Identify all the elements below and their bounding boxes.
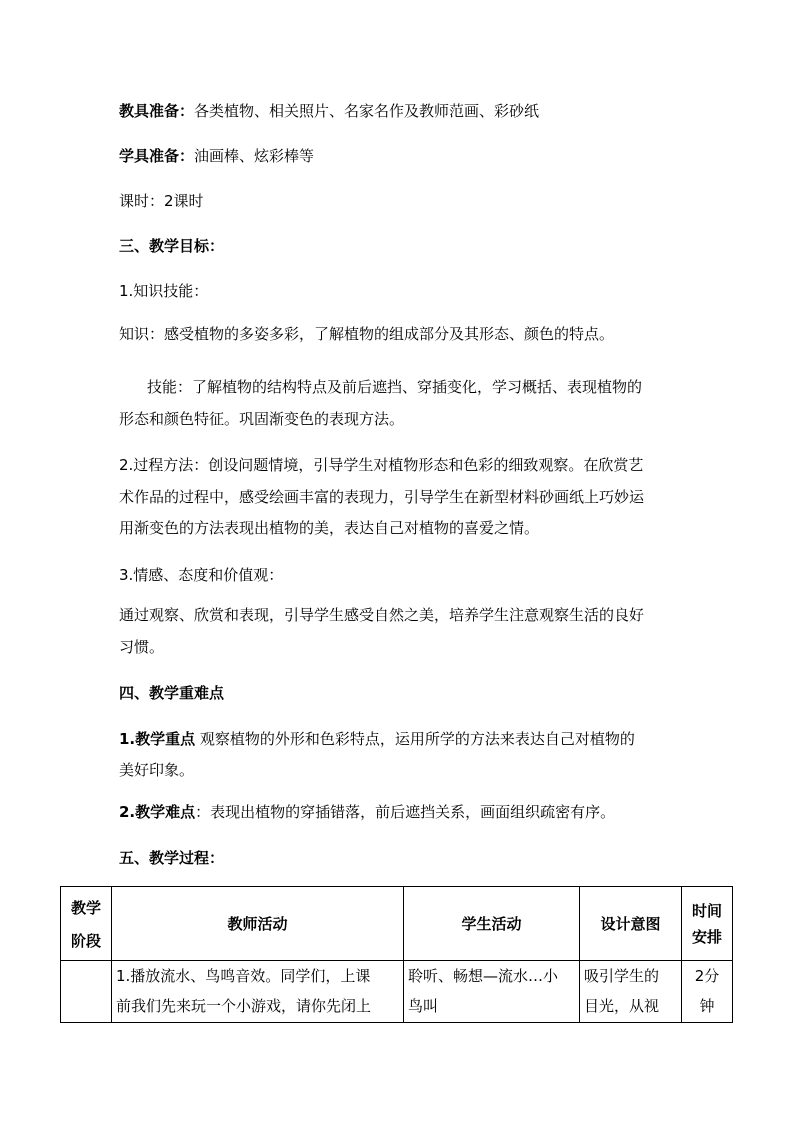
student-tools-line bbox=[119, 146, 314, 166]
emotion-text-line1: 通过观察、欣赏和表现，引导学生感受自然之美，培养学生注意观察生活的良好 bbox=[119, 606, 645, 624]
row1-time-line2: 钟 bbox=[699, 997, 715, 1015]
header-intent: 设计意图 bbox=[580, 887, 682, 961]
header-time-line1: 时间 bbox=[691, 901, 722, 920]
header-stage-line2: 阶段 bbox=[70, 931, 101, 950]
header-time-line2: 安排 bbox=[691, 927, 722, 946]
knowledge-skill-title: 1.知识技能： bbox=[119, 282, 209, 300]
process-heading: 五、教学过程： bbox=[119, 849, 225, 867]
difficulties-heading: 四、教学重难点 bbox=[119, 684, 225, 702]
teaching-tools-label: 教具准备： bbox=[119, 102, 195, 120]
teaching-tools-text: 各类植物、相关照片、名家名作及教师范画、彩砂纸 bbox=[194, 102, 540, 120]
row1-stage bbox=[61, 961, 112, 1023]
skill-text-line2: 形态和颜色特征。巩固渐变色的表现方法。 bbox=[119, 410, 405, 428]
process-method-line3: 用渐变色的方法表现出植物的美，表达自己对植物的喜爱之情。 bbox=[119, 519, 540, 537]
row1-intent-text bbox=[580, 961, 681, 1022]
row1-teacher bbox=[112, 961, 404, 1023]
table-header-row bbox=[61, 887, 733, 961]
row1-student-line2: 鸟叫 bbox=[408, 997, 439, 1015]
header-stage-line1: 教学 bbox=[70, 898, 101, 917]
teaching-tools-line bbox=[119, 101, 539, 121]
key-point-text: 观察植物的外形和色彩特点，运用所学的方法来表达自己对植物的 bbox=[195, 730, 635, 748]
header-time bbox=[682, 887, 733, 961]
process-method-line1: 2.过程方法：创设问题情境，引导学生对植物形态和色彩的细致观察。在欣赏艺 bbox=[119, 456, 644, 474]
student-tools-text: 油画棒、炫彩棒等 bbox=[194, 147, 315, 165]
table-row bbox=[61, 961, 733, 1023]
row1-time bbox=[682, 961, 733, 1023]
row1-intent bbox=[580, 961, 682, 1023]
difficult-point-text: ：表现出植物的穿插错落，前后遮挡关系，画面组织疏密有序。 bbox=[195, 803, 616, 821]
row1-teacher-line2: 前我们先来玩一个小游戏，请你先闭上 bbox=[116, 997, 372, 1015]
row1-intent-line2: 目光，从视 bbox=[584, 997, 660, 1015]
student-tools-label: 学具准备： bbox=[119, 147, 195, 165]
row1-student-line1: 聆听、畅想—流水…小 bbox=[408, 967, 559, 985]
header-stage bbox=[61, 887, 112, 961]
row1-teacher-line1: 1.播放流水、鸟鸣音效。同学们，上课 bbox=[116, 967, 371, 985]
header-teacher: 教师活动 bbox=[112, 887, 404, 961]
emotion-text-line2: 习惯。 bbox=[119, 638, 165, 656]
header-student: 学生活动 bbox=[404, 887, 580, 961]
row1-student bbox=[404, 961, 580, 1023]
row1-teacher-text bbox=[112, 961, 403, 1022]
row1-time-line1: 2分 bbox=[694, 967, 720, 985]
row1-time-text bbox=[682, 961, 732, 1022]
difficult-point-label: 2.教学难点 bbox=[119, 803, 196, 821]
process-method-line2: 术作品的过程中，感受绘画丰富的表现力，引导学生在新型材料砂画纸上巧妙运 bbox=[119, 488, 645, 506]
row1-intent-line1: 吸引学生的 bbox=[584, 967, 660, 985]
knowledge-text: 知识：感受植物的多姿多彩，了解植物的组成部分及其形态、颜色的特点。 bbox=[119, 325, 615, 343]
key-point-line1 bbox=[119, 729, 635, 749]
key-point-label: 1.教学重点 bbox=[119, 730, 196, 748]
row1-student-text bbox=[404, 961, 579, 1022]
class-hours: 课时：2课时 bbox=[119, 192, 204, 210]
difficult-point-line bbox=[119, 802, 615, 822]
emotion-title: 3.情感、态度和价值观： bbox=[119, 566, 284, 584]
teaching-process-table bbox=[60, 886, 733, 1023]
skill-text-line1: 技能：了解植物的结构特点及前后遮挡、穿插变化，学习概括、表现植物的 bbox=[147, 378, 643, 396]
key-point-line2: 美好印象。 bbox=[119, 761, 195, 779]
objectives-heading: 三、教学目标： bbox=[119, 237, 225, 255]
